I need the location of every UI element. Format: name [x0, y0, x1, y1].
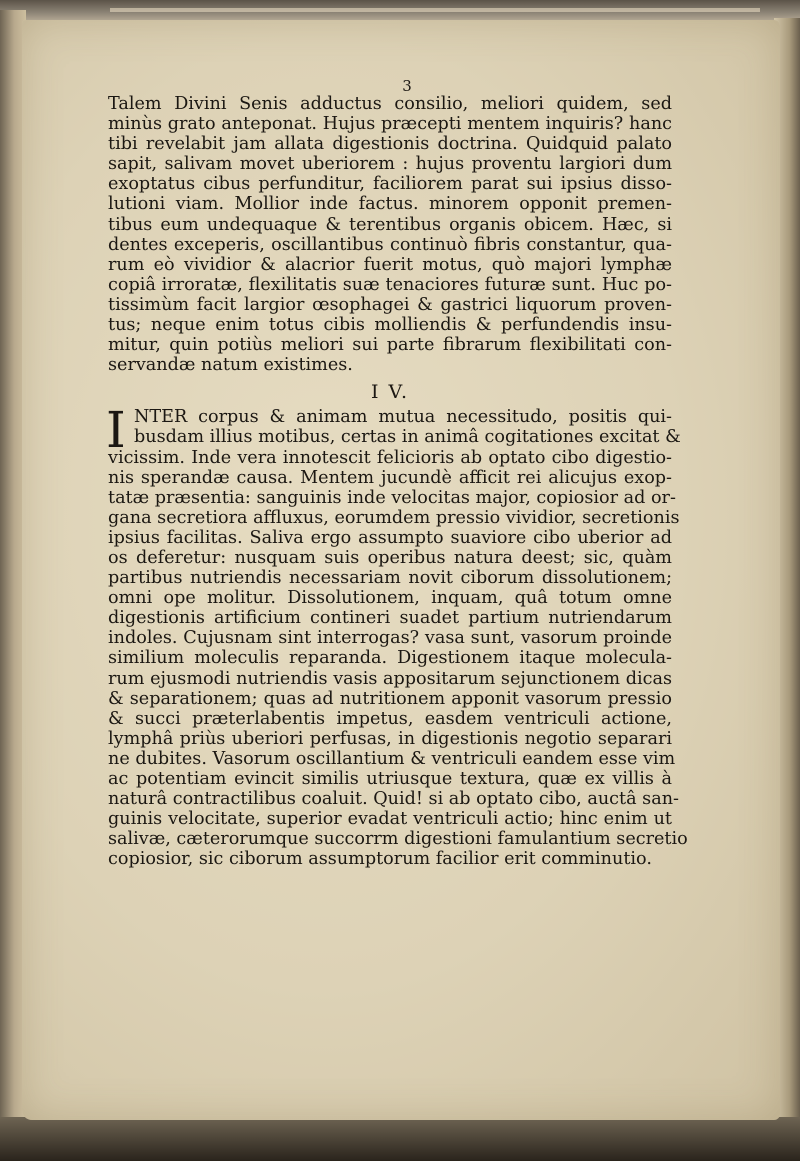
text-line: indoles. Cujusnam sint interrogas? vasa sunt, vasorum proinde [108, 628, 672, 649]
book-page [22, 20, 780, 1120]
paragraph-1 [108, 94, 672, 375]
drop-cap-initial: I [106, 401, 126, 460]
text-line: tibi revelabit jam allata digestionis doctrina. Quidquid palato [108, 134, 672, 155]
text-line: tibus eum undequaque & terentibus organis obicem. Hæc, si [108, 214, 672, 235]
text-line: copiâ irroratæ, flexilitatis suæ tenaciores futuræ sunt. Huc po- [108, 274, 672, 295]
text-line: naturâ contractilibus coaluit. Quid! si ab optato cibo, auctâ san- [108, 789, 679, 810]
text-line: ac potentiam evincit similis utriusque textura, quæ ex villis à [108, 769, 672, 789]
text-line: tatæ præsentia: sanguinis inde velocitas major, copiosior ad or- [108, 487, 676, 508]
text-line: similium moleculis reparanda. Digestionem itaque molecula- [108, 648, 672, 669]
text-line: mitur, quin potiùs meliori sui parte fibrarum flexibilitati con- [108, 335, 672, 356]
paragraph-2 [106, 401, 688, 870]
text-line: vicissim. Inde vera innotescit felicioris ab optato cibo digestio- [108, 447, 672, 468]
text-line: dentes exceperis, oscillantibus continuò fibris constantur, qua- [108, 234, 672, 255]
text-line: gana secretiora affluxus, eorumdem pressio vividior, secretionis [108, 507, 680, 528]
text-line: tissimùm facit largior œsophagei & gastrici liquorum proven- [108, 294, 672, 315]
text-line: omni ope molitur. Dissolutionem, inquam, quâ totum omne [108, 588, 672, 609]
text-line: nis sperandæ causa. Mentem jucundè afficit rei alicujus exop- [108, 467, 672, 488]
text-line: rum eò vividior & alacrior fuerit motus, quò majori lymphæ [108, 254, 672, 275]
book-top-edge [0, 0, 800, 22]
page-number: 3 [402, 77, 412, 95]
text-line: & separationem; quas ad nutritionem apponit vasorum pressio [108, 688, 672, 709]
text-line: partibus nutriendis necessariam novit ciborum dissolutionem; [108, 568, 672, 589]
book-bottom-edge [0, 1117, 800, 1161]
text-line: tus; neque enim totus cibis molliendis & perfundendis insu- [108, 315, 672, 336]
section-heading: I V. [371, 381, 409, 404]
text-line: lutioni viam. Mollior inde factus. minorem opponit premen- [108, 194, 672, 215]
text-line: os deferetur: nusquam suis operibus natura deest; sic, quàm [108, 547, 672, 568]
text-line: & succi præterlabentis impetus, easdem ventriculi actione, [108, 708, 672, 729]
text-line: ne dubites. Vasorum oscillantium & ventriculi eandem esse vim [108, 748, 676, 769]
text-line: minùs grato anteponat. Hujus præcepti mentem inquiris? hanc [108, 114, 672, 135]
text-line: sapit, salivam movet uberiorem : hujus proventu largiori dum [108, 154, 672, 175]
text-line: copiosior, sic ciborum assumptorum facilior erit comminutio. [108, 849, 652, 870]
text-line: busdam illius motibus, certas in animâ cogitationes excitat & [134, 427, 681, 448]
page-text [106, 77, 688, 870]
text-line: Talem Divini Senis adductus consilio, meliori quidem, sed [108, 94, 672, 114]
text-line: lymphâ priùs uberiori perfusas, in digestionis negotio separari [108, 728, 672, 749]
text-line: salivæ, cæterorumque succorrm digestioni famulantium secretio [108, 829, 688, 850]
text-line: NTER corpus & animam mutua necessitudo, positis qui- [134, 407, 672, 428]
text-line: guinis velocitate, superior evadat ventriculi actio; hinc enim ut [108, 809, 672, 830]
text-line: digestionis artificium contineri suadet partium nutriendarum [108, 608, 672, 629]
text-line: rum ejusmodi nutriendis vasis appositarum sejunctionem dicas [108, 668, 672, 689]
text-line: exoptatus cibus perfunditur, faciliorem parat sui ipsius disso- [108, 174, 672, 195]
text-line: ipsius facilitas. Saliva ergo assumpto suaviore cibo uberior ad [108, 527, 672, 548]
text-line: servandæ natum existimes. [108, 355, 353, 376]
